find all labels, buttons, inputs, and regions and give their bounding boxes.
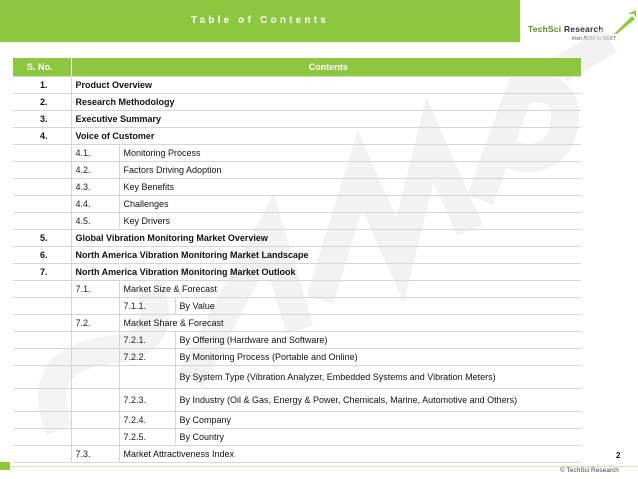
row-subsubnumber: 7.2.3.	[119, 389, 175, 412]
table-row	[13, 128, 581, 145]
logo-tagline: from NOW to NEXT	[572, 36, 616, 42]
row-number: 6.	[13, 247, 71, 264]
table-row	[13, 281, 581, 298]
row-title: Market Attractiveness Index	[119, 446, 581, 463]
table-row	[13, 264, 581, 281]
row-title: Product Overview	[71, 77, 581, 94]
table-row	[13, 332, 581, 349]
table-row	[13, 94, 581, 111]
row-title: By Value	[175, 298, 581, 315]
toc-header-row	[13, 58, 581, 77]
header-bar	[0, 0, 520, 42]
row-title: North America Vibration Monitoring Market Outlook	[71, 264, 581, 281]
logo-wordmark	[528, 24, 604, 34]
table-row	[13, 196, 581, 213]
page-number: 2	[616, 451, 621, 460]
row-number: 5.	[13, 230, 71, 247]
table-row	[13, 247, 581, 264]
logo-arrow-icon	[614, 10, 638, 34]
row-title: Key Benefits	[119, 179, 581, 196]
row-subsubnumber: 7.2.2.	[119, 349, 175, 366]
page-title: Table of Contents	[190, 15, 330, 26]
row-subnumber: 7.3.	[71, 446, 119, 463]
table-row	[13, 77, 581, 94]
table-row	[13, 315, 581, 332]
table-row	[13, 213, 581, 230]
table-row	[13, 429, 581, 446]
table-row	[13, 412, 581, 429]
row-title: North America Vibration Monitoring Market Landscape	[71, 247, 581, 264]
row-subnumber: 4.3.	[71, 179, 119, 196]
footer-divider	[10, 466, 638, 467]
col-header-number: S. No.	[13, 58, 71, 77]
table-row	[13, 349, 581, 366]
row-title: By System Type (Vibration Analyzer, Embedded Systems and Vibration Meters)	[175, 366, 581, 389]
table-row	[13, 446, 581, 463]
row-subsubnumber: 7.1.1.	[119, 298, 175, 315]
row-title: Voice of Customer	[71, 128, 581, 145]
logo-brand-green: TechSci	[528, 24, 562, 34]
row-subnumber: 7.2.	[71, 315, 119, 332]
row-subnumber: 4.1.	[71, 145, 119, 162]
table-row	[13, 230, 581, 247]
row-subnumber: 7.1.	[71, 281, 119, 298]
row-subnumber: 4.5.	[71, 213, 119, 230]
row-title: By Country	[175, 429, 581, 446]
row-subsubnumber: 7.2.5.	[119, 429, 175, 446]
copyright-text: © TechSci Research	[560, 467, 619, 474]
table-row	[13, 366, 581, 389]
row-title: Monitoring Process	[119, 145, 581, 162]
row-title: Factors Driving Adoption	[119, 162, 581, 179]
table-row	[13, 162, 581, 179]
table-row	[13, 111, 581, 128]
table-row	[13, 389, 581, 412]
row-subsubnumber: 7.2.1.	[119, 332, 175, 349]
row-number: 7.	[13, 264, 71, 281]
company-logo	[526, 10, 638, 46]
toc-table	[13, 58, 581, 463]
row-number: 2.	[13, 94, 71, 111]
row-number: 4.	[13, 128, 71, 145]
row-number: 3.	[13, 111, 71, 128]
row-title: By Company	[175, 412, 581, 429]
row-number: 1.	[13, 77, 71, 94]
table-row	[13, 298, 581, 315]
row-title: Key Drivers	[119, 213, 581, 230]
row-title: Market Size & Forecast	[119, 281, 581, 298]
row-subsubnumber: 7.2.4.	[119, 412, 175, 429]
row-title: By Industry (Oil & Gas, Energy & Power, Chemicals, Marine, Automotive and Others)	[175, 389, 581, 412]
table-row	[13, 179, 581, 196]
row-title: By Offering (Hardware and Software)	[175, 332, 581, 349]
row-subsubnumber	[119, 366, 175, 389]
row-title: Executive Summary	[71, 111, 581, 128]
footer-accent	[0, 462, 10, 470]
row-title: Research Methodology	[71, 94, 581, 111]
row-subnumber: 4.2.	[71, 162, 119, 179]
row-title: By Monitoring Process (Portable and Online)	[175, 349, 581, 366]
logo-brand-dark: Research	[563, 24, 604, 34]
table-row	[13, 145, 581, 162]
col-header-contents: Contents	[71, 58, 581, 77]
row-title: Market Share & Forecast	[119, 315, 581, 332]
row-title: Challenges	[119, 196, 581, 213]
row-title: Global Vibration Monitoring Market Overview	[71, 230, 581, 247]
row-subnumber: 4.4.	[71, 196, 119, 213]
